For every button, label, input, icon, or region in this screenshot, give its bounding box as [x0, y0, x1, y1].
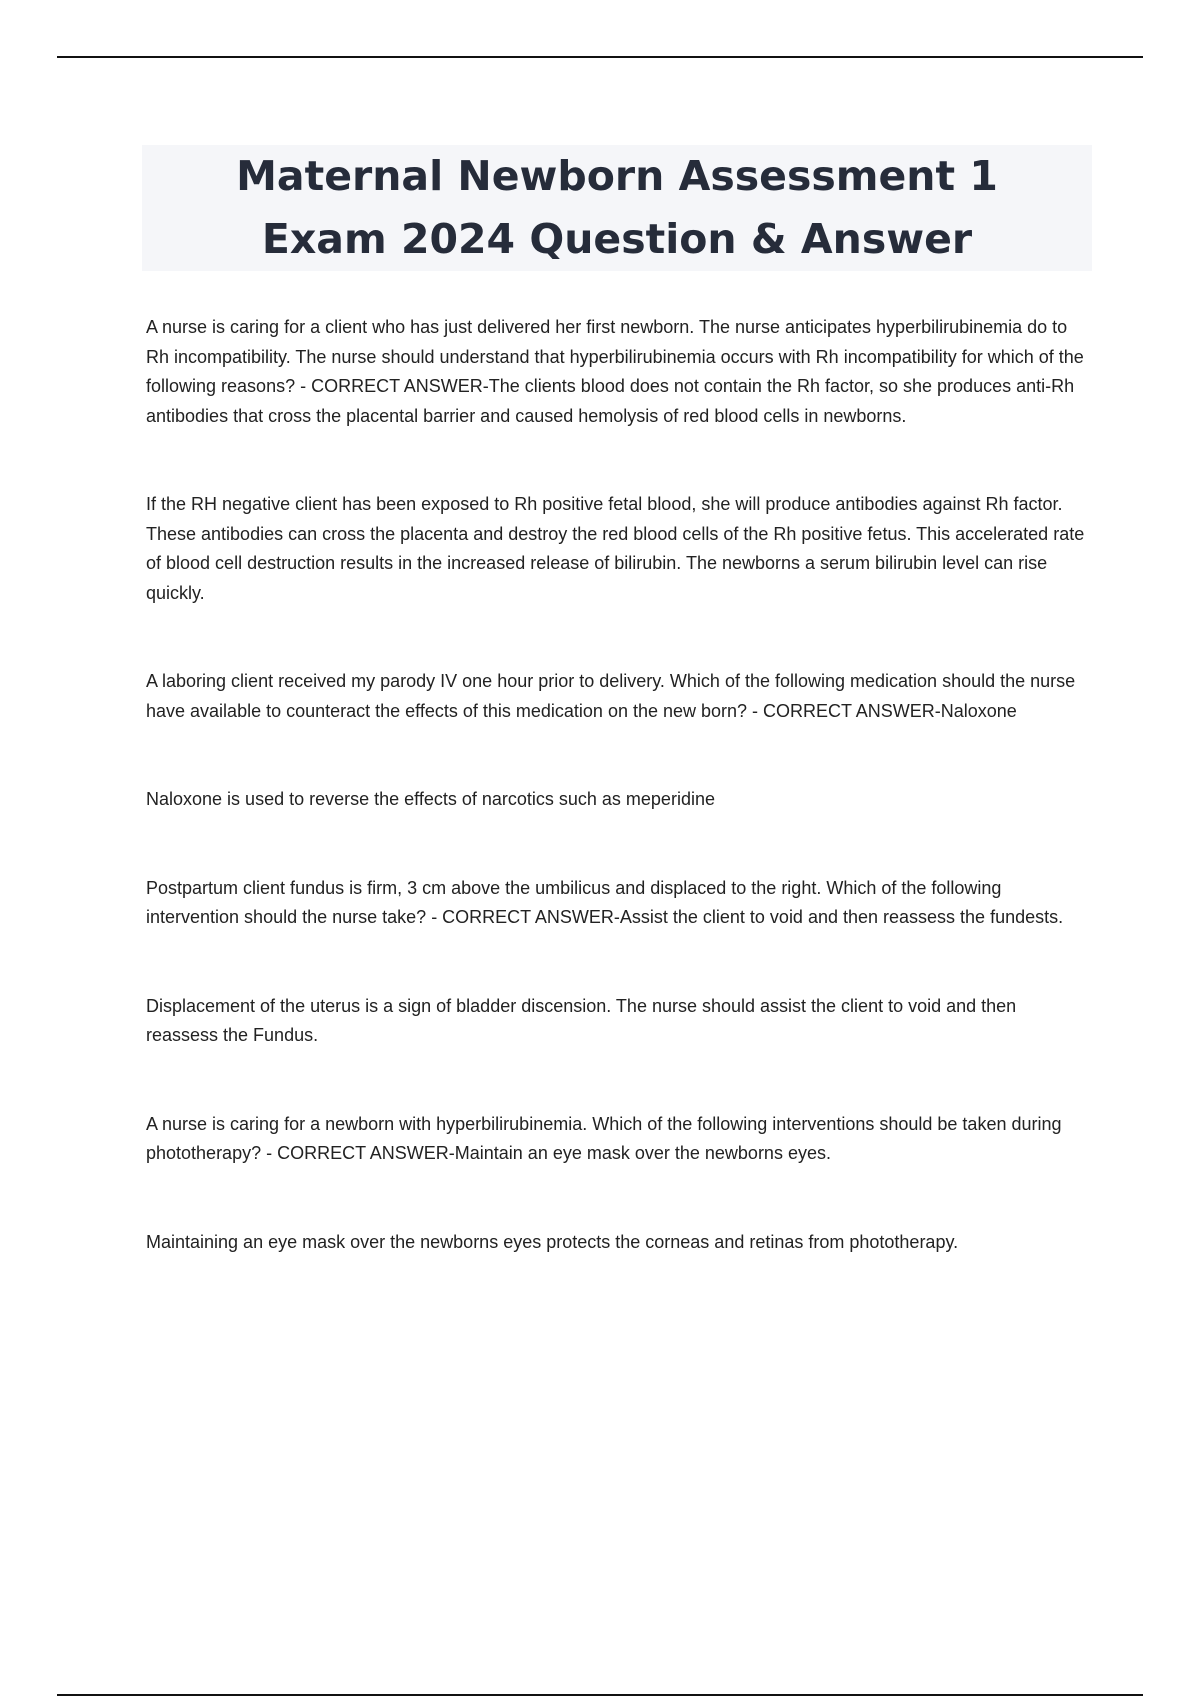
rationale-fundus-displacement: Displacement of the uterus is a sign of bladder discension. The nurse should assist the client to void and then reassess the Fundus. [146, 995, 1017, 1045]
bottom-divider [57, 1694, 1143, 1696]
top-divider [57, 56, 1143, 58]
document-title-line-1: Maternal Newborn Assessment 1 [236, 152, 998, 200]
document-body [146, 313, 1091, 1257]
rationale-naloxone: Naloxone is used to reverse the effects of narcotics such as meperidine [146, 789, 715, 809]
rationale-rh-incompatibility: If the RH negative client has been exposed to Rh positive fetal blood, she will produce antibodies against Rh factor. These antibodies can cross the placenta and destroy the red blood cells of the Rh positive fetus. This accelerated rate of blood cell destruction results in the increased release of bilirubin. The newborns a serum bilirubin level can rise quickly. [146, 494, 1085, 603]
question-naloxone: A laboring client received my parody IV one hour prior to delivery. Which of the following medication should the nurse have available to counteract the effects of this medication on the new born? - CORRECT ANSWER-Naloxone [146, 671, 1076, 721]
document-title-line-2: Exam 2024 Question & Answer [261, 215, 973, 263]
title-banner [142, 145, 1092, 271]
question-rh-incompatibility: A nurse is caring for a client who has just delivered her first newborn. The nurse anticipates hyperbilirubinemia do to Rh incompatibility. The nurse should understand that hyperbilirubinemia occurs with Rh incompatibility for which of the following reasons? - CORRECT ANSWER-The clients blood does not contain the Rh factor, so she produces anti-Rh antibodies that cross the placental barrier and caused hemolysis of red blood cells in newborns. [146, 317, 1084, 426]
rationale-phototherapy: Maintaining an eye mask over the newborns eyes protects the corneas and retinas from phototherapy. [146, 1231, 959, 1252]
question-fundus-displacement: Postpartum client fundus is firm, 3 cm above the umbilicus and displaced to the right. Which of the following intervention should the nurse take? - CORRECT ANSWER-Assist the client to void and then reassess the fundests. [146, 877, 1064, 927]
question-phototherapy: A nurse is caring for a newborn with hyperbilirubinemia. Which of the following interventions should be taken during phototherapy? - CORRECT ANSWER-Maintain an eye mask over the newborns eyes. [146, 1113, 1062, 1163]
